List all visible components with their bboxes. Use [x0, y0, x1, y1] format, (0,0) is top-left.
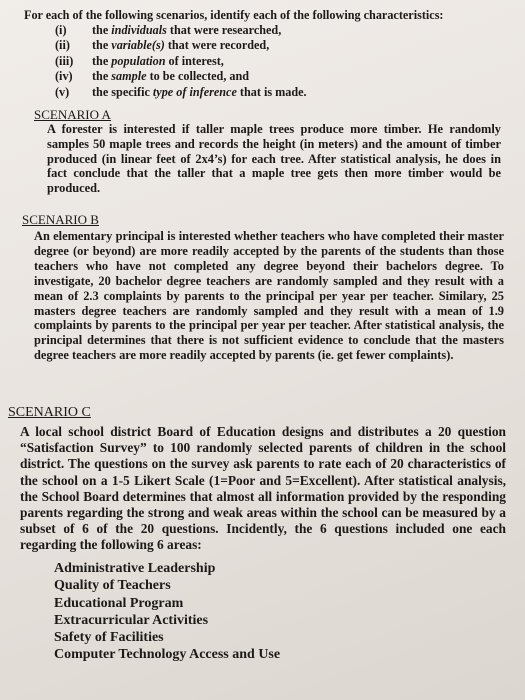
criterion-text: the sample to be collected, and [92, 69, 250, 84]
criterion-number: (iii) [55, 53, 74, 68]
criterion-5 [24, 85, 504, 100]
survey-area-item: Computer Technology Access and Use [54, 647, 281, 663]
scenario-c-text: A local school district Board of Education designs and distributes a 20 question “Satisfaction Survey” to 100 randomly selected parents of children in the school district. The questions on the survey ask parents to rate each of 20 characteristics of the school on a 1-5 Likert Scale (1=Poor and 5=Excellent). After statistical analysis, the School Board determines that almost all information provided by the responding parents regarding the strong and weak areas within the school can be measured by a subset of 6 of the 20 questions. Incidently, the 6 questions included one each regarding the following 6 areas: [20, 424, 506, 553]
criterion-number: (ii) [55, 38, 70, 53]
instructions-heading: For each of the following scenarios, identify each of the following characteristics: [24, 8, 444, 22]
criterion-2 [24, 38, 504, 53]
scenario-c-title: SCENARIO C [8, 405, 91, 420]
criterion-1 [24, 23, 504, 38]
criterion-number: (v) [55, 84, 70, 99]
scenario-b-text: An elementary principal is interested whether teachers who have completed their master degree (or beyond) are more readily accepted by the parents of the students than those teachers who have not completed any degree beyond their bachelors degree. To investigate, 20 bachelor degree teachers are randomly sampled and they result with a mean of 2.3 complaints by parents to the principal per year per teacher. Similary, 25 masters degree teachers are randomly sampled and they result with a mean of 1.9 complaints by parents to the principal per year per teacher. After statistical analysis, the principal determines that there is not sufficient evidence to conclude that the masters degree teachers are more readily accepted by parents (ie. get fewer complaints). [34, 229, 504, 363]
instructions [24, 8, 504, 100]
survey-area-item: Quality of Teachers [54, 578, 171, 594]
criterion-text: the variable(s) that were recorded, [92, 38, 270, 53]
criterion-text: the individuals that were researched, [92, 23, 282, 37]
scenario-b-title: SCENARIO B [22, 212, 99, 227]
survey-area-item: Administrative Leadership [54, 561, 216, 576]
criterion-3 [24, 54, 504, 69]
criterion-4 [24, 69, 504, 84]
scenario-a-text: A forester is interested if taller maple trees produce more timber. He randomly samples 50 maple trees and records the height (in meters) and the amount of timber produced (in linear feet of 2x4’s) for each tree. After statistical analysis, he does in fact conclude that the taller that a maple tree gets then more timber would be produced. [47, 122, 501, 196]
survey-area-item: Educational Program [54, 595, 184, 611]
criterion-text: the population of interest, [92, 53, 224, 68]
criterion-text: the specific type of inference that is made. [92, 84, 307, 99]
criterion-number: (i) [55, 23, 67, 37]
scenario-a-title: SCENARIO A [34, 107, 111, 122]
survey-area-item: Safety of Facilities [54, 630, 164, 646]
survey-area-item: Extracurricular Activities [54, 612, 209, 628]
criterion-number: (iv) [55, 69, 73, 84]
survey-areas-list [54, 560, 280, 664]
